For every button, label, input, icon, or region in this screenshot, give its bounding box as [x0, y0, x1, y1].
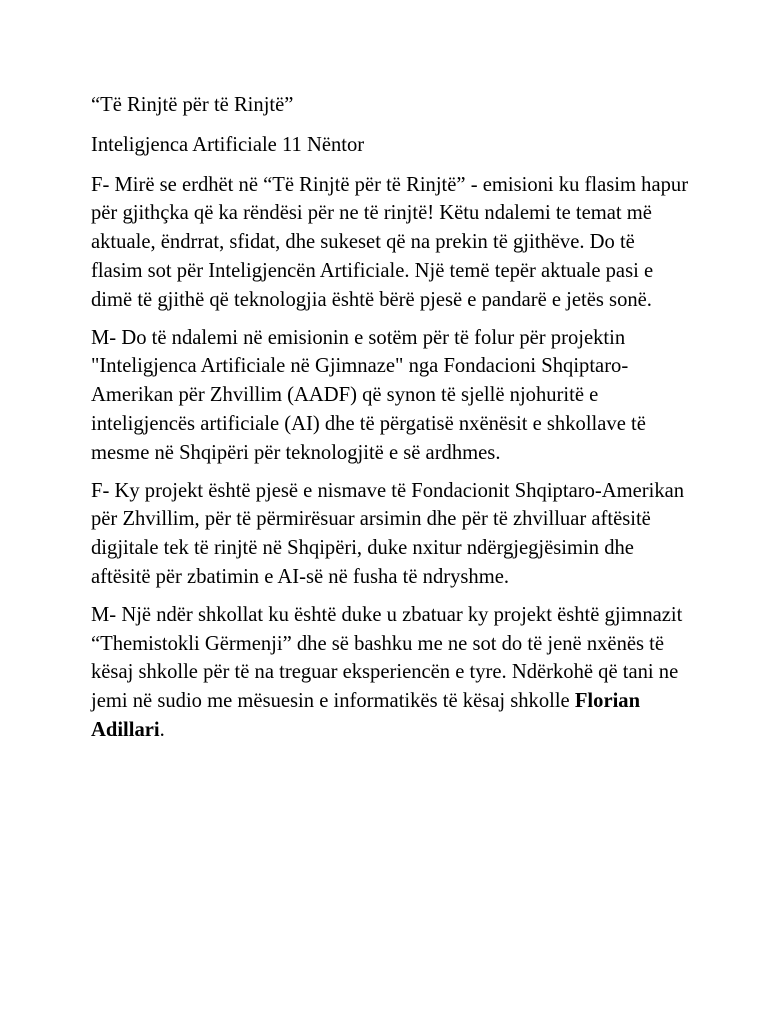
- paragraph-2: M- Do të ndalemi në emisionin e sotëm për të folur për projektin "Inteligjenca Artificiale në Gjimnaze" nga Fondacioni Shqiptaro-Amerikan për Zhvillim (AADF) që synon të sjellë njohuritë e inteligjencës artificiale (AI) dhe të përgatisë nxënësit e shkollave të mesme në Shqipëri për teknologjitë e së ardhmes.: [91, 326, 646, 464]
- document-title: “Të Rinjtë për të Rinjtë”: [91, 94, 294, 116]
- teacher-name: Florian Adillari: [91, 690, 641, 741]
- paragraph-4-end: .: [159, 718, 165, 741]
- paragraph-3: F- Ky projekt është pjesë e nismave të Fondacionit Shqiptaro-Amerikan për Zhvillim, për të përmirësuar arsimin dhe për të zhvilluar aftësitë digjitale tek të rinjtë në Shqipëri, duke nxitur ndërgjegjësimin dhe aftësitë për zbatimin e AI-së në fusha të ndryshme.: [91, 479, 685, 588]
- document-body: [91, 91, 691, 754]
- document-subtitle: Inteligjenca Artificiale 11 Nëntor: [91, 133, 365, 156]
- paragraph-4: [91, 601, 691, 745]
- paragraph-1: F- Mirë se erdhët në “Të Rinjtë për të Rinjtë” - emisioni ku flasim hapur për gjithçka që ka rëndësi për ne të rinjtë! Këtu ndalemi te temat më aktuale, ëndrrat, sfidat, dhe sukeset që na prekin të gjithëve. Do të flasim sot për Inteligjencën Artificiale. Një temë tepër aktuale pasi e dimë të gjithë që teknologjia është bërë pjesë e pandarë e jetës sonë.: [91, 173, 689, 311]
- paragraph-4-text: M- Një ndër shkollat ku është duke u zbatuar ky projekt është gjimnazit “Themistokli Gërmenji” dhe së bashku me ne sot do të jenë nxënës të kësaj shkolle për të na treguar eksperiencën e tyre. Ndërkohë që tani ne jemi në sudio me mësuesin e informatikës të kësaj shkolle: [91, 603, 683, 713]
